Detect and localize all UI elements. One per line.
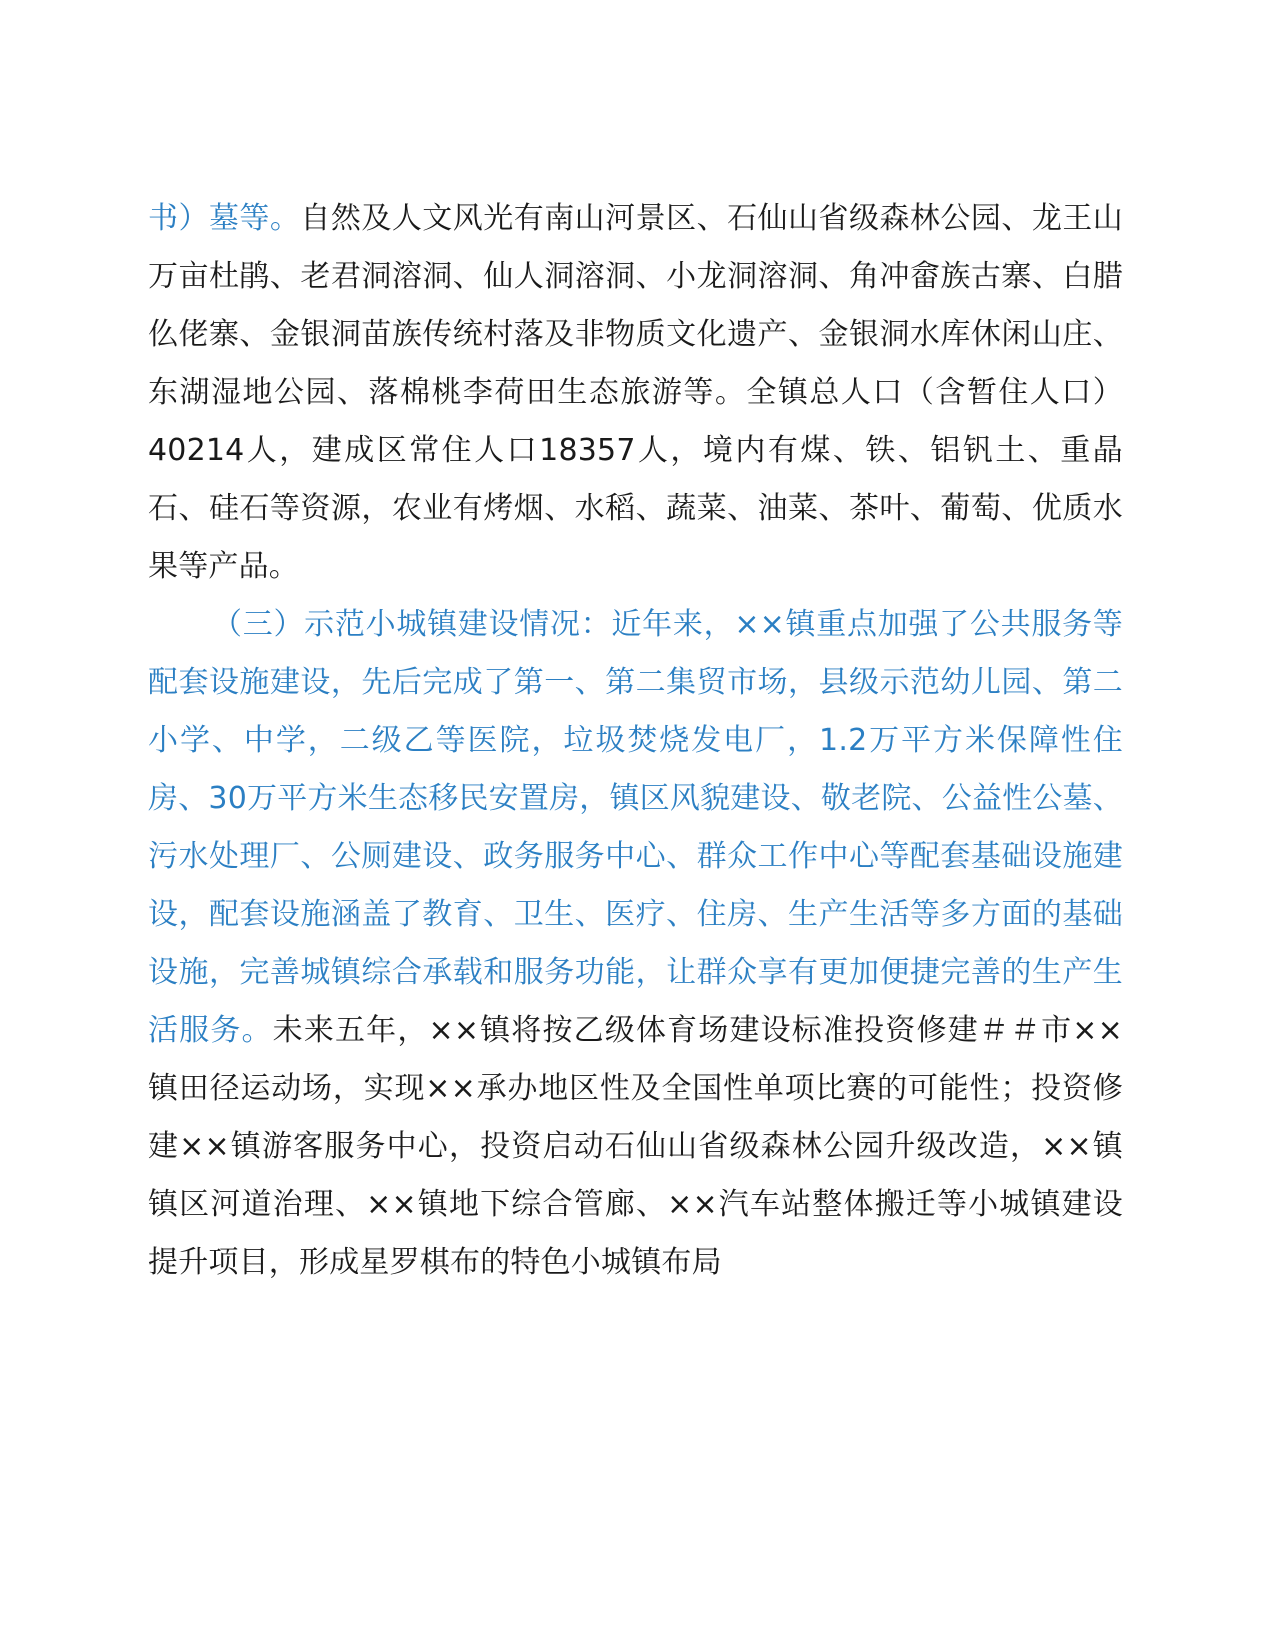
document-page (148, 190, 1123, 1292)
highlighted-text: （三）示范小城镇建设情况：近年来，××镇重点加强了公共服务等配套设施建设，先后完成了第一、第二集贸市场，县级示范幼儿园、第二小学、中学，二级乙等医院，垃圾焚烧发电厂，1.2万平方米保障性住房、30万平方米生态移民安置房，镇区风貌建设、敬老院、公益性公墓、污水处理厂、公厕建设、政务服务中心、群众工作中心等配套基础设施建设，配套设施涵盖了教育、卫生、医疗、住房、生产生活等多方面的基础设施，完善城镇综合承载和服务功能，让群众享有更加便捷完善的生产生活服务。 (148, 607, 1123, 1048)
body-text: 自然及人文风光有南山河景区、石仙山省级森林公园、龙王山万亩杜鹃、老君洞溶洞、仙人洞溶洞、小龙洞溶洞、角冲畲族古寨、白腊仫佬寨、金银洞苗族传统村落及非物质文化遗产、金银洞水库休闲山庄、东湖湿地公园、落棉桃李荷田生态旅游等。全镇总人口（含暂住人口）40214人，建成区常住人口18357人，境内有煤、铁、铝钒土、重晶石、硅石等资源，农业有烤烟、水稻、蔬菜、油菜、茶叶、葡萄、优质水果等产品。 (148, 201, 1123, 584)
highlighted-text: 书）墓等。 (148, 201, 301, 236)
paragraph-town-construction (148, 596, 1123, 1292)
paragraph-tourism-population (148, 190, 1123, 596)
body-text: 未来五年，××镇将按乙级体育场建设标准投资修建＃＃市××镇田径运动场，实现××承办地区性及全国性单项比赛的可能性；投资修建××镇游客服务中心，投资启动石仙山省级森林公园升级改造，××镇镇区河道治理、××镇地下综合管廊、××汽车站整体搬迁等小城镇建设提升项目，形成星罗棋布的特色小城镇布局 (148, 1013, 1123, 1280)
